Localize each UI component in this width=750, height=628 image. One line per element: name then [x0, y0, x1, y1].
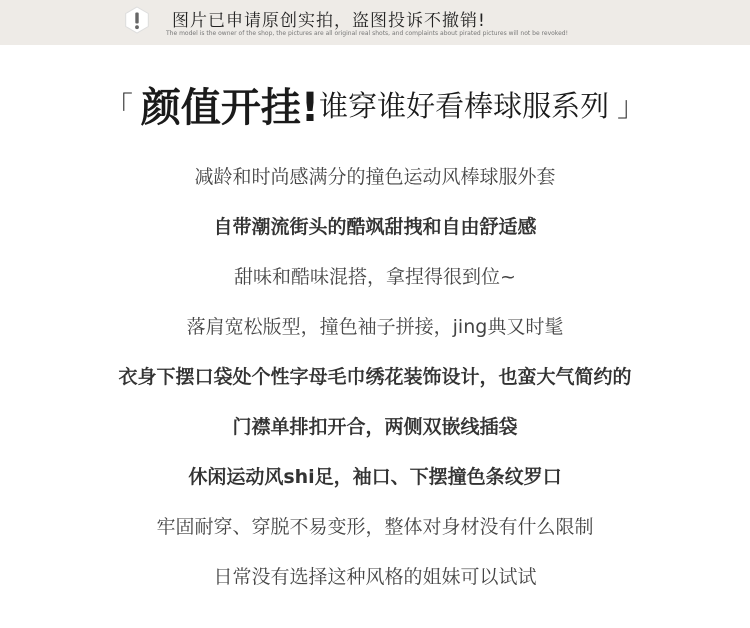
headline-open-bracket: 「 [104, 89, 133, 123]
description-line: 落肩宽松版型，撞色袖子拼接，jing典又时髦 [186, 316, 564, 338]
description-line: 日常没有选择这种风格的姐妹可以试试 [213, 566, 537, 588]
exclamation-icon [123, 6, 151, 34]
page-headline [0, 76, 750, 133]
copyright-notice: 图片已申请原创实拍，盗图投诉不撤销! [172, 11, 486, 31]
description-line: 休闲运动风shi足，袖口、下摆撞色条纹罗口 [188, 466, 562, 488]
description-lines [0, 158, 750, 608]
description-line: 衣身下摆口袋处个性字母毛巾绣花装饰设计，也蛮大气简约的 [118, 366, 632, 388]
description-line: 减龄和时尚感满分的撞色运动风棒球服外套 [194, 166, 556, 188]
description-line: 甜味和酷味混搭，拿捏得很到位~ [234, 266, 516, 288]
notice-bar [0, 0, 750, 45]
description-line: 门襟单排扣开合，两侧双嵌线插袋 [232, 416, 518, 438]
headline-bold-text: 颜值开挂! [140, 85, 320, 131]
copyright-notice-english: The model is the owner of the shop, the pictures are all original real shots, and complaints about pirated pictures will not be revoked! [166, 30, 568, 37]
description-line: 牢固耐穿、穿脱不易变形，整体对身材没有什么限制 [156, 516, 594, 538]
description-line: 自带潮流街头的酷飒甜拽和自由舒适感 [213, 216, 537, 238]
headline-close-bracket: 」 [617, 89, 646, 123]
headline-normal-text: 谁穿谁好看棒球服系列 [319, 89, 610, 123]
